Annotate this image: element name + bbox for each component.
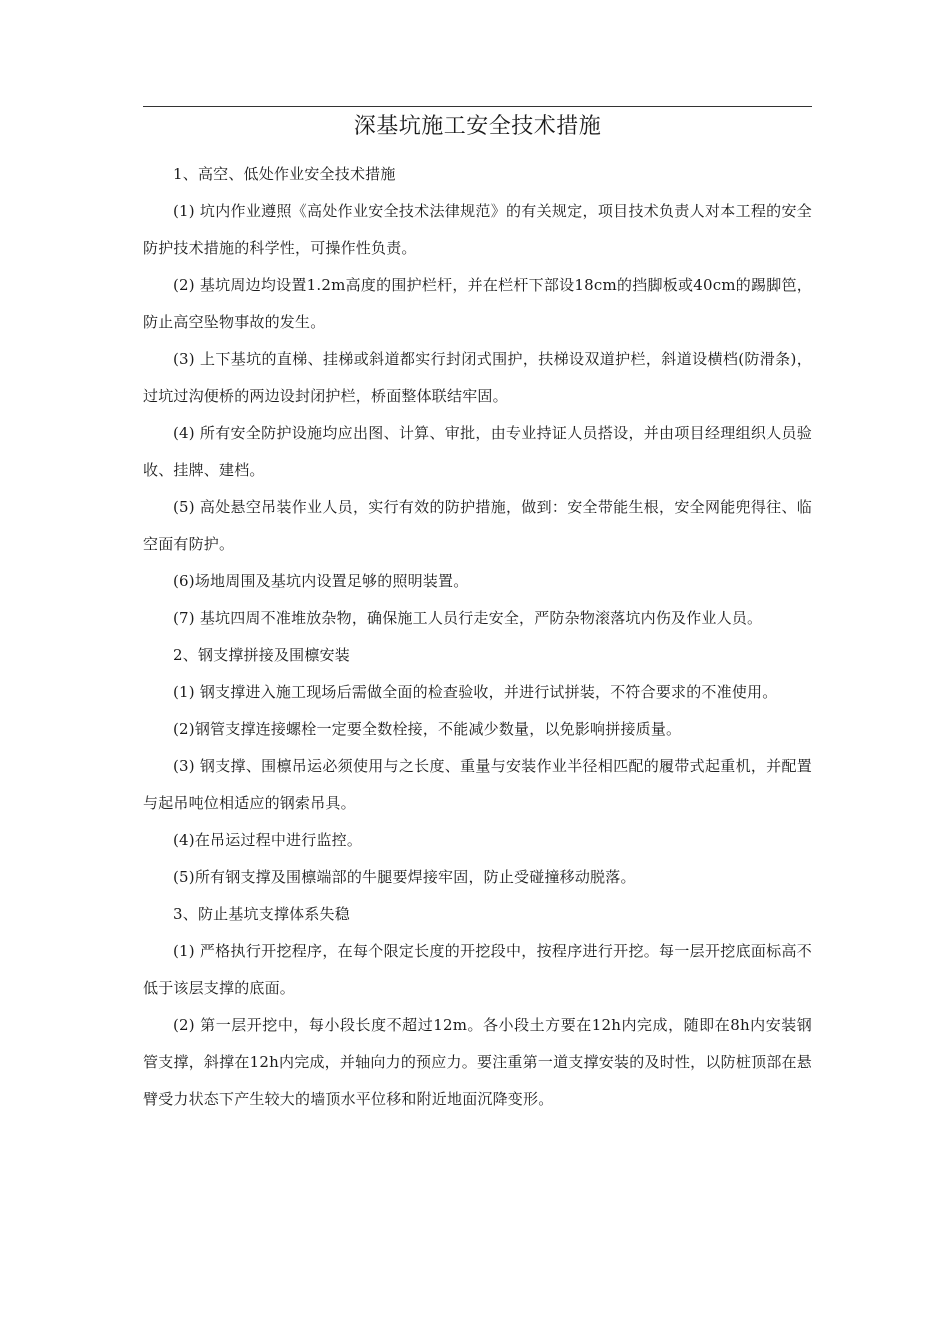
paragraph: (4) 所有安全防护设施均应出图、计算、审批，由专业持证人员搭设，并由项目经理组织人员验收、挂牌、建档。 — [143, 424, 812, 479]
page-title: 深基坑施工安全技术措施 — [353, 114, 602, 139]
section-heading: 3、防止基坑支撑体系失稳 — [173, 905, 350, 923]
paragraph: (2) 基坑周边均设置1.2m高度的围护栏杆，并在栏杆下部设18cm的挡脚板或40cm的踢脚笆，防止高空坠物事故的发生。 — [143, 276, 812, 331]
paragraph: (1) 坑内作业遵照《高处作业安全技术法律规范》的有关规定，项目技术负责人对本工程的安全防护技术措施的科学性，可操作性负责。 — [143, 202, 812, 257]
paragraph: (1) 钢支撑进入施工现场后需做全面的检查验收，并进行试拼装，不符合要求的不准使用。 — [173, 683, 778, 701]
header-rule — [143, 106, 812, 107]
paragraph: (1) 严格执行开挖程序，在每个限定长度的开挖段中，按程序进行开挖。每一层开挖底面标高不低于该层支撑的底面。 — [143, 942, 812, 997]
paragraph: (6)场地周围及基坑内设置足够的照明装置。 — [173, 572, 469, 590]
paragraph: (5) 高处悬空吊装作业人员，实行有效的防护措施，做到：安全带能生根，安全网能兜得往、临空面有防护。 — [143, 498, 812, 553]
document-body — [143, 156, 812, 1118]
paragraph: (4)在吊运过程中进行监控。 — [173, 831, 363, 849]
paragraph: (3) 钢支撑、围檩吊运必须使用与之长度、重量与安装作业半径相匹配的履带式起重机，并配置与起吊吨位相适应的钢索吊具。 — [143, 757, 812, 812]
section-heading: 2、钢支撑拼接及围檩安装 — [173, 646, 350, 664]
paragraph: (7) 基坑四周不准堆放杂物，确保施工人员行走安全，严防杂物滚落坑内伤及作业人员。 — [173, 609, 763, 627]
section-heading: 1、高空、低处作业安全技术措施 — [173, 165, 396, 183]
paragraph: (2)钢管支撑连接螺栓一定要全数栓接，不能减少数量，以免影响拼接质量。 — [173, 720, 682, 738]
paragraph: (5)所有钢支撑及围檩端部的牛腿要焊接牢固，防止受碰撞移动脱落。 — [173, 868, 636, 886]
paragraph: (3) 上下基坑的直梯、挂梯或斜道都实行封闭式围护，扶梯设双道护栏，斜道设横档(防滑条)，过坑过沟便桥的两边设封闭护栏，桥面整体联结牢固。 — [143, 350, 812, 405]
paragraph: (2) 第一层开挖中，每小段长度不超过12m。各小段土方要在12h内完成，随即在8h内安装钢管支撑，斜撑在12h内完成，并轴向力的预应力。要注重第一道支撑安装的及时性，以防桩顶部在悬臂受力状态下产生较大的墙顶水平位移和附近地面沉降变形。 — [143, 1016, 812, 1108]
